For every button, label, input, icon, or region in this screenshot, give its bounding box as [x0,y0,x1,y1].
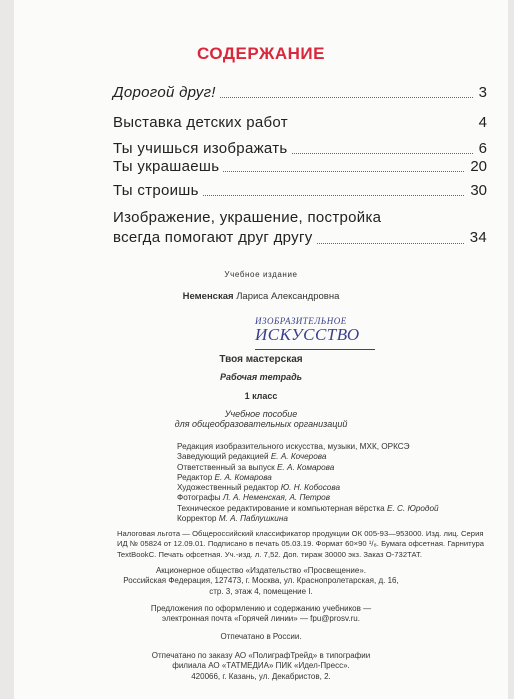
toc-item-title: Ты учишься изображать [113,140,288,157]
toc-item-title: Ты украшаешь [113,158,220,175]
toc-item-title-line1: Изображение, украшение, постройка [113,209,382,226]
toc-leader [292,152,473,154]
publisher-info: Акционерное общество «Издательство «Просвещение». Российская Федерация, 127473, г. Москва, ул. Краснопролетарская, д. 16, стр. 3, этаж 4, помещение I. [123,566,399,596]
credit-line: Фотографы Л. А. Неменская, А. Петров [177,493,330,503]
toc-leader [203,194,465,196]
feedback-info: Предложения по оформлению и содержанию учебников — электронная почта «Горячей линии» — fpu@prosv.ru. [150,604,372,624]
toc-item-page: 6 [478,140,487,157]
page-title: СОДЕРЖАНИЕ [197,44,325,63]
credit-line: Художественный редактор Ю. Н. Кобосова [177,483,340,493]
workbook-label: Рабочая тетрадь [220,372,302,382]
toc-item [113,208,487,248]
toc-leader [317,242,464,244]
toc-item-page: 30 [470,182,487,199]
printer-info: Отпечатано по заказу АО «ПолиграфТрейд» в типографии филиала АО «ТАТМЕДИА» ПИК «Идел-Пресс». 420066, г. Казань, ул. Декабристов, 2. [151,651,371,681]
printed-in: Отпечатано в России. [220,632,302,641]
credit-line: Корректор М. А. Паблушкина [177,514,288,524]
author-surname: Неменская [182,291,234,302]
toc-item-title: Ты строишь [113,182,199,199]
credit-line: Редакция изобразительного искусства, музыки, МХК, ОРКСЭ [177,442,410,451]
grade-label: 1 класс [244,391,278,401]
toc-item-title: Дорогой друг! [113,84,216,101]
toc-leader [220,96,473,98]
edition-type: Учебное издание [224,270,298,279]
tax-info: Налоговая льгота — Общероссийский классификатор продукции ОК 005-93—953000. Изд. лиц. Серия ИД № 05824 от 12.09.01. Подписано в печать 05.03.19. Формат 60×90 ¹/₈. Бумага офсетная. Гарнитура TextBookC. Печать офсетная. Уч.-изд. л. 7,52. Доп. тираж 30000 экз. Заказ О-732ТАТ. [117,529,485,559]
divider [255,349,375,350]
toc-item [113,140,487,158]
credit-line: Техническое редактирование и компьютерная вёрстка Е. С. Юродой [177,503,439,513]
toc-item-page: 20 [470,158,487,175]
credits [177,442,439,524]
purpose-line1: Учебное пособие [224,409,298,419]
series-title-line2: ИСКУССТВО [255,325,360,344]
credit-line: Заведующий редакцией Е. А. Кочерова [177,452,327,462]
toc-item-page: 34 [469,229,487,246]
credit-line: Редактор Е. А. Комарова [177,472,272,482]
series-title-line1: ИЗОБРАЗИТЕЛЬНОЕ [255,316,347,326]
toc-leader [223,170,464,172]
toc-item [113,182,487,200]
author [14,291,508,302]
toc-item-title-line2: всегда помогают друг другу [113,229,313,246]
purpose-line2: для общеобразовательных организаций [174,419,348,429]
book-title: Твоя мастерская [219,354,303,365]
series-title [255,316,375,344]
author-name: Лариса Александровна [236,291,340,302]
credit-line: Ответственный за выпуск Е. А. Комарова [177,462,335,472]
toc-item [113,114,487,132]
toc-item-page: 3 [478,84,487,101]
toc-item [113,84,487,102]
toc-item [113,158,487,176]
document-page [14,0,508,699]
toc-item-page: 4 [478,114,487,131]
toc-item-title: Выставка детских работ [113,114,288,131]
